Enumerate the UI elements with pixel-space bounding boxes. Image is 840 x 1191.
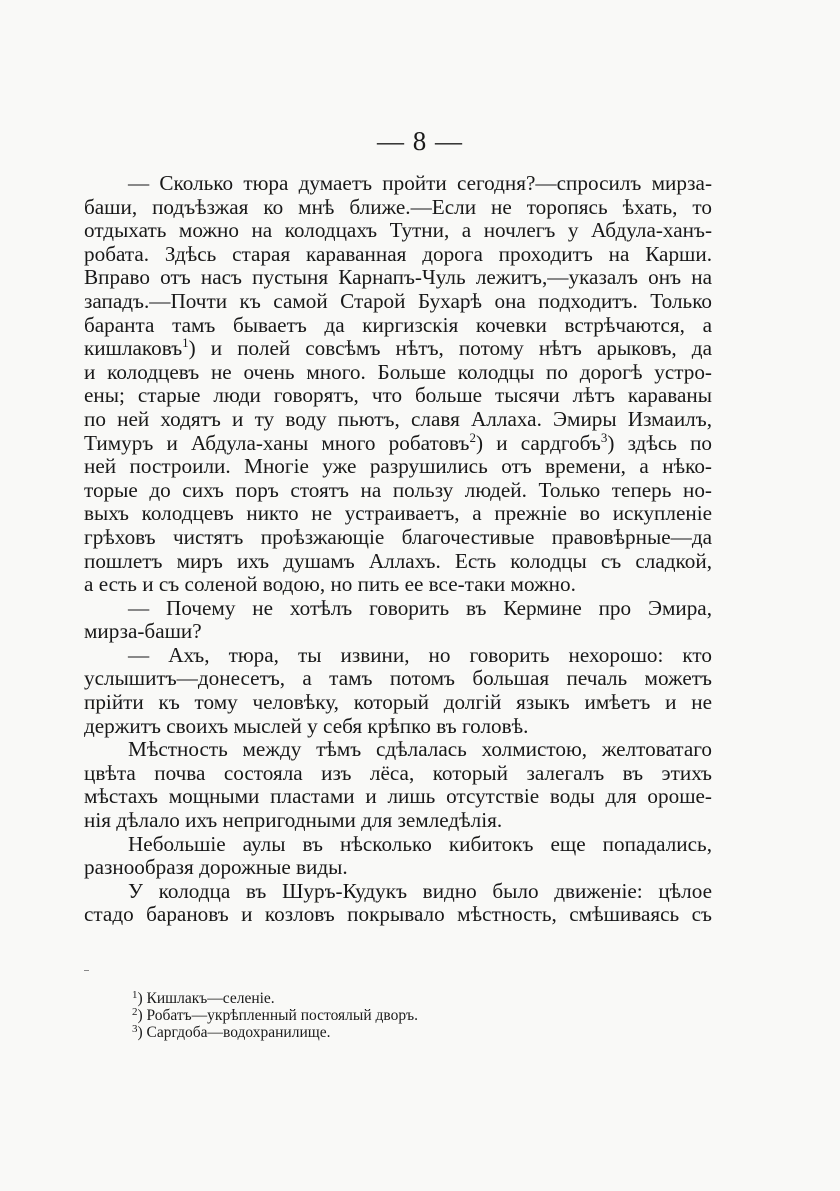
text-line xyxy=(84,644,712,668)
text-line-content: робата. Здѣсь старая караванная дорога проходитъ на Карши. xyxy=(84,241,712,266)
text-line xyxy=(84,479,712,503)
text-line-content: разнообразя дорожные виды. xyxy=(84,855,348,880)
text-line xyxy=(84,337,712,361)
footnote-marker: 1 xyxy=(182,335,189,351)
text-line-content: держитъ своихъ мыслей у себя крѣпко въ головѣ. xyxy=(84,713,529,738)
text-line-content: ены; старые люди говорятъ, что больше тысячи лѣтъ караваны xyxy=(84,383,712,408)
text-line xyxy=(84,880,712,904)
text-line xyxy=(84,903,712,927)
text-line xyxy=(84,266,712,290)
text-line xyxy=(84,785,712,809)
text-line-content: торые до сихъ поръ стоятъ на пользу людей. Только теперь но- xyxy=(84,477,712,502)
text-line-content: выхъ колодцевъ никто не устраиваетъ, а прежніе во искупленіе xyxy=(84,501,712,526)
text-line xyxy=(84,384,712,408)
footnote-text: ) Саргдоба—водохранилище. xyxy=(137,1024,331,1041)
text-line xyxy=(84,196,712,220)
footnote-number: 1 xyxy=(132,989,138,1001)
footnote-number: 3 xyxy=(132,1023,138,1035)
footnote-item xyxy=(132,1024,692,1041)
text-line xyxy=(84,314,712,338)
footnote-marker: 3 xyxy=(600,429,608,445)
text-line-content: западъ.—Почти къ самой Старой Бухарѣ она подходитъ. Только xyxy=(84,288,712,313)
text-line-content: цвѣта почва состояла изъ лёса, который залегалъ въ этихъ xyxy=(84,760,712,785)
text-line-content: баранта тамъ бываетъ да киргизскія кочевки встрѣчаются, а xyxy=(84,312,712,337)
text-line xyxy=(84,809,712,833)
text-line-content: услышитъ—донесетъ, а тамъ потомъ большая печаль можетъ xyxy=(84,666,712,691)
text-line-content: нія дѣлало ихъ непригодными для земледѣлія. xyxy=(84,808,503,833)
text-line xyxy=(84,243,712,267)
text-line xyxy=(84,738,712,762)
text-line-content: кишлаковъ xyxy=(84,336,183,361)
footnote-text: ) Робатъ—укрѣпленный постоялый дворъ. xyxy=(137,1007,418,1024)
text-line xyxy=(84,455,712,479)
text-line-content: Вправо отъ насъ пустыня Карнапъ-Чуль лежитъ,—указалъ онъ на xyxy=(84,265,712,290)
text-line xyxy=(84,597,712,621)
text-line xyxy=(84,833,712,857)
text-line xyxy=(84,856,712,880)
text-line xyxy=(84,762,712,786)
text-line-content: мѣстахъ мощными пластами и лишь отсутствіе воды для ороше- xyxy=(84,784,712,809)
text-line xyxy=(84,502,712,526)
text-line xyxy=(84,667,712,691)
text-line-content: по ней ходятъ и ту воду пьютъ, славя Аллаха. Эмиры Измаилъ, xyxy=(84,406,712,431)
text-line-content: — Почему не хотѣлъ говорить въ Кермине про Эмира, xyxy=(128,595,712,620)
text-line xyxy=(84,290,712,314)
text-line-content: а есть и съ соленой водою, но пить ее все-таки можно. xyxy=(84,572,576,597)
text-line xyxy=(84,408,712,432)
text-line-continuation: ) и сардгобъ xyxy=(475,430,601,455)
text-line-content: — Сколько тюра думаетъ пройти сегодня?—спросилъ мирза- xyxy=(128,171,712,195)
text-line xyxy=(84,573,712,597)
text-line xyxy=(84,219,712,243)
text-line-content: У колодца въ Шуръ-Кудукъ видно было движеніе: цѣлое xyxy=(128,878,712,903)
text-line-content: грѣховъ чистятъ проѣзжающіе благочестивые правовѣрные—да xyxy=(84,524,712,549)
text-line-content: прійти къ тому человѣку, который долгій языкъ имѣетъ и не xyxy=(84,690,712,715)
text-line xyxy=(84,361,712,385)
footnote-divider xyxy=(84,970,89,971)
text-line xyxy=(84,172,712,196)
text-line xyxy=(84,526,712,550)
text-line-continuation: ) и полей совсѣмъ нѣтъ, потому нѣтъ арыковъ, да xyxy=(188,336,712,361)
footnote-number: 2 xyxy=(132,1006,138,1018)
text-line-content: баши, подъѣзжая ко мнѣ ближе.—Если не торопясь ѣхать, то xyxy=(84,194,712,219)
text-line-content: Небольшіе аулы въ нѣсколько кибитокъ еще попадались, xyxy=(128,831,712,856)
text-line-content: стадо барановъ и козловъ покрывало мѣстность, смѣшиваясь съ xyxy=(84,902,712,927)
text-line xyxy=(84,550,712,574)
text-line xyxy=(84,691,712,715)
text-line-content: ней построили. Многіе уже разрушились отъ времени, а нѣко- xyxy=(84,454,712,479)
text-line xyxy=(84,620,712,644)
text-line-continuation: ) здѣсь по xyxy=(607,430,713,455)
text-line-content: Тимуръ и Абдула-ханы много робатовъ xyxy=(84,430,470,455)
text-line-content: мирза-баши? xyxy=(84,619,202,644)
footnote-item xyxy=(132,1007,692,1024)
footnotes xyxy=(132,990,692,1041)
text-line-content: и колодцевъ не очень много. Больше колодцы по дорогѣ устро- xyxy=(84,359,712,384)
text-line xyxy=(84,715,712,739)
footnote-item xyxy=(132,990,692,1007)
text-line-content: пошлетъ миръ ихъ душамъ Аллахъ. Есть колодцы съ сладкой, xyxy=(84,548,712,573)
body-text xyxy=(84,172,712,927)
text-line-content: Мѣстность между тѣмъ сдѣлалась холмистою, желтоватаго xyxy=(128,737,712,762)
footnote-marker: 2 xyxy=(469,429,476,445)
text-line-content: — Ахъ, тюра, ты извини, но говорить нехорошо: кто xyxy=(128,642,712,667)
text-line xyxy=(84,429,713,456)
footnote-text: ) Кишлакъ—селеніе. xyxy=(137,990,275,1007)
text-line-content: отдыхать можно на колодцахъ Тутни, а ночлегъ у Абдула-ханъ- xyxy=(84,218,712,243)
page-number: — 8 — xyxy=(377,126,463,156)
